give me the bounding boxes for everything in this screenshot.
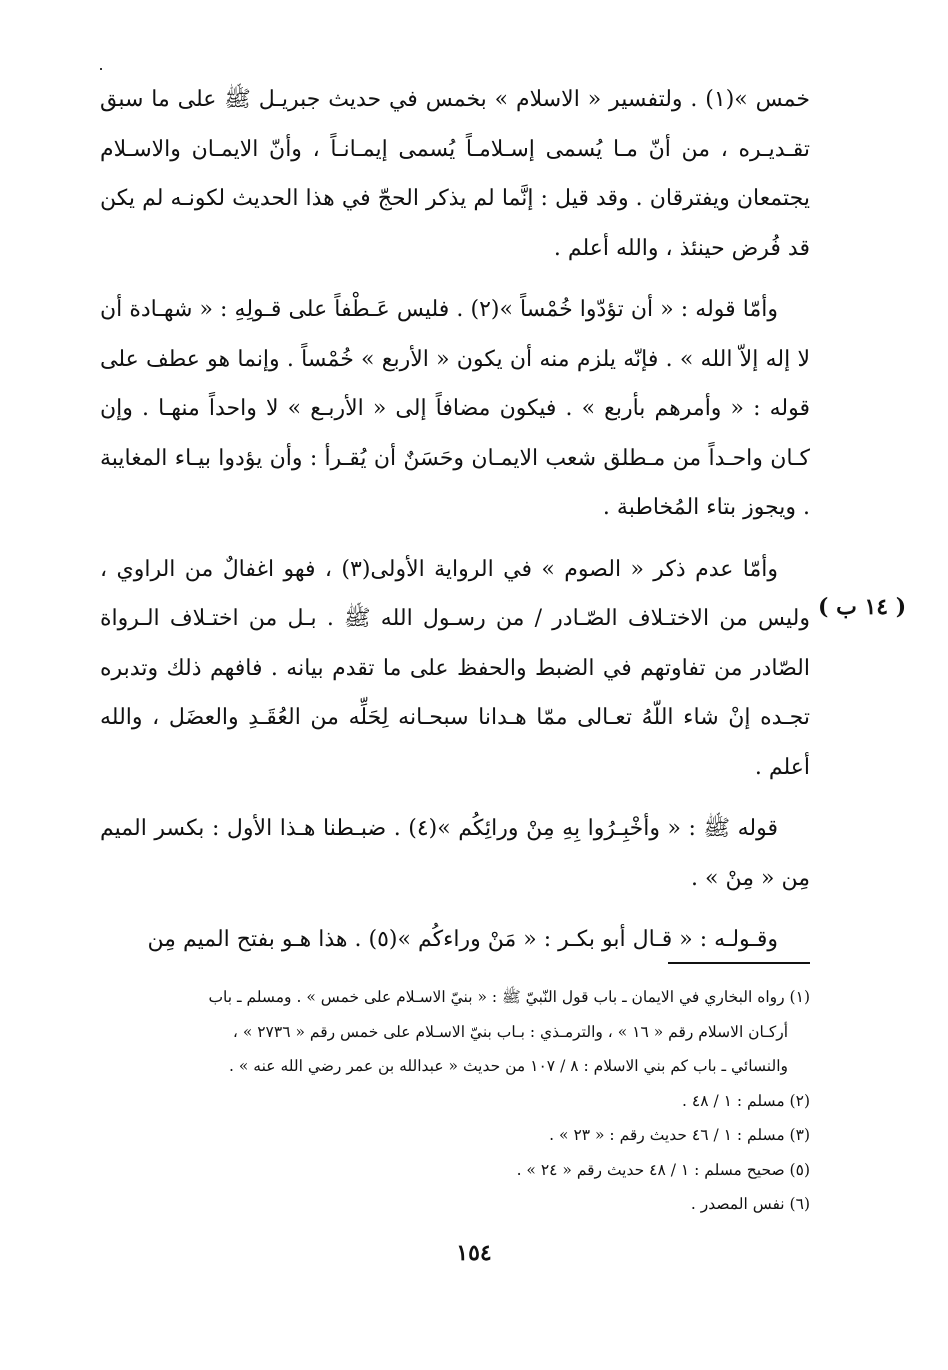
footnotes xyxy=(100,980,810,1222)
paragraph: وأمّا قوله : « أن تؤدّوا خُمْساً »(٢) . فليس عَـطْفاً على قـولِهِ : « شهـادة أن لا إله إلاّ الله » . فإنّه يلزم منه أن يكون « الأربع » خُمْساً . وإنما هو عطف على قوله : « وأمرهم بأربع » . فيكون مضافاً إلى « الأربـع » لا واحداً منهـا . وإن كـان واحـداً من مـطلق شعب الايمـان وحَسَنٌ أن يُقـرأ : وأن يؤدوا بيـاء المغايبة . ويجوز بتاء المُخاطبة . xyxy=(100,297,810,520)
page-number: ١٥٤ xyxy=(456,1240,492,1266)
footnote: (٢) مسلم : ١ / ٤٨ . xyxy=(682,1091,810,1110)
paragraph: وأمّا عدم ذكر « الصوم » في الرواية الأولى(٣) ، فهو اغفالٌ من الراوي ، وليس من الاختـلاف الصّـادر / من رسـول الله ﷺ . بـل من اختـلاف الـرواة الصّادر من تفاوتهم في الضبط والحفظ على ما تقدم بيانه . فافهم ذلك وتدبره تجـده إنْ شاء اللّهُ تعـالى ممّا هـدانا سبحـانه لِحَلِّه من العُقَـدِ والعضَل ، والله أعلم . xyxy=(100,556,810,780)
footnote: (٣) مسلم : ١ / ٤٦ حديث رقم : « ٢٣ » . xyxy=(549,1126,810,1144)
scan-mark xyxy=(100,68,102,70)
paragraph: قوله ﷺ : « وأخْبِـرُوا بِهِ مِنْ ورائِكُم »(٤) . ضبـطنا هـذا الأول : بكسر الميم مِن « مِنْ » . xyxy=(100,816,810,891)
footnote-divider xyxy=(668,962,810,964)
footnote-continuation: والنسائي ـ باب كم بني الاسلام : ٨ / ١٠٧ من حديث « عبدالله بن عمر رضي الله عنه » . xyxy=(229,1057,788,1075)
main-text xyxy=(100,75,810,965)
paragraph: وقـولـه : « قـال أبو بكـر : « مَنْ وراءكُم »(٥) . هذا هـو بفتح الميم مِن xyxy=(147,927,778,952)
footnote: (٥) صحيح مسلم : ١ / ٤٨ حديث رقم « ٢٤ » . xyxy=(516,1160,810,1179)
footnote-continuation: أركـان الاسلام رقم « ١٦ » ، والترمـذي : بـاب بنيّ الاسـلام على خمس رقم « ٢٧٣٦ » ، xyxy=(232,1022,788,1041)
footnote: (١) رواه البخاري في الايمان ـ باب قول النّبيّ ﷺ : « بنيّ الاسـلام على خمس » . ومسلم ـ باب xyxy=(208,988,810,1006)
footnote: (٦) نفس المصدر . xyxy=(690,1195,810,1213)
paragraph: خمس »(١) . ولتفسير « الاسلام » بخمس في حديث جبريـل ﷺ على ما سبق تقـديـره ، من أنّ مـا يُسمى إسـلامـاً يُسمى إيمـانـاً ، وأنّ الايمـان والاسـلام يجتمعان ويفترقان . وقد قيل : إنَّما لم يذكر الحجّ في هذا الحديث لكونـه لم يكن قد فُرض حينئذ ، والله أعلم . xyxy=(100,87,811,261)
folio-margin-note: ( ١٤ ب ) xyxy=(818,594,907,620)
